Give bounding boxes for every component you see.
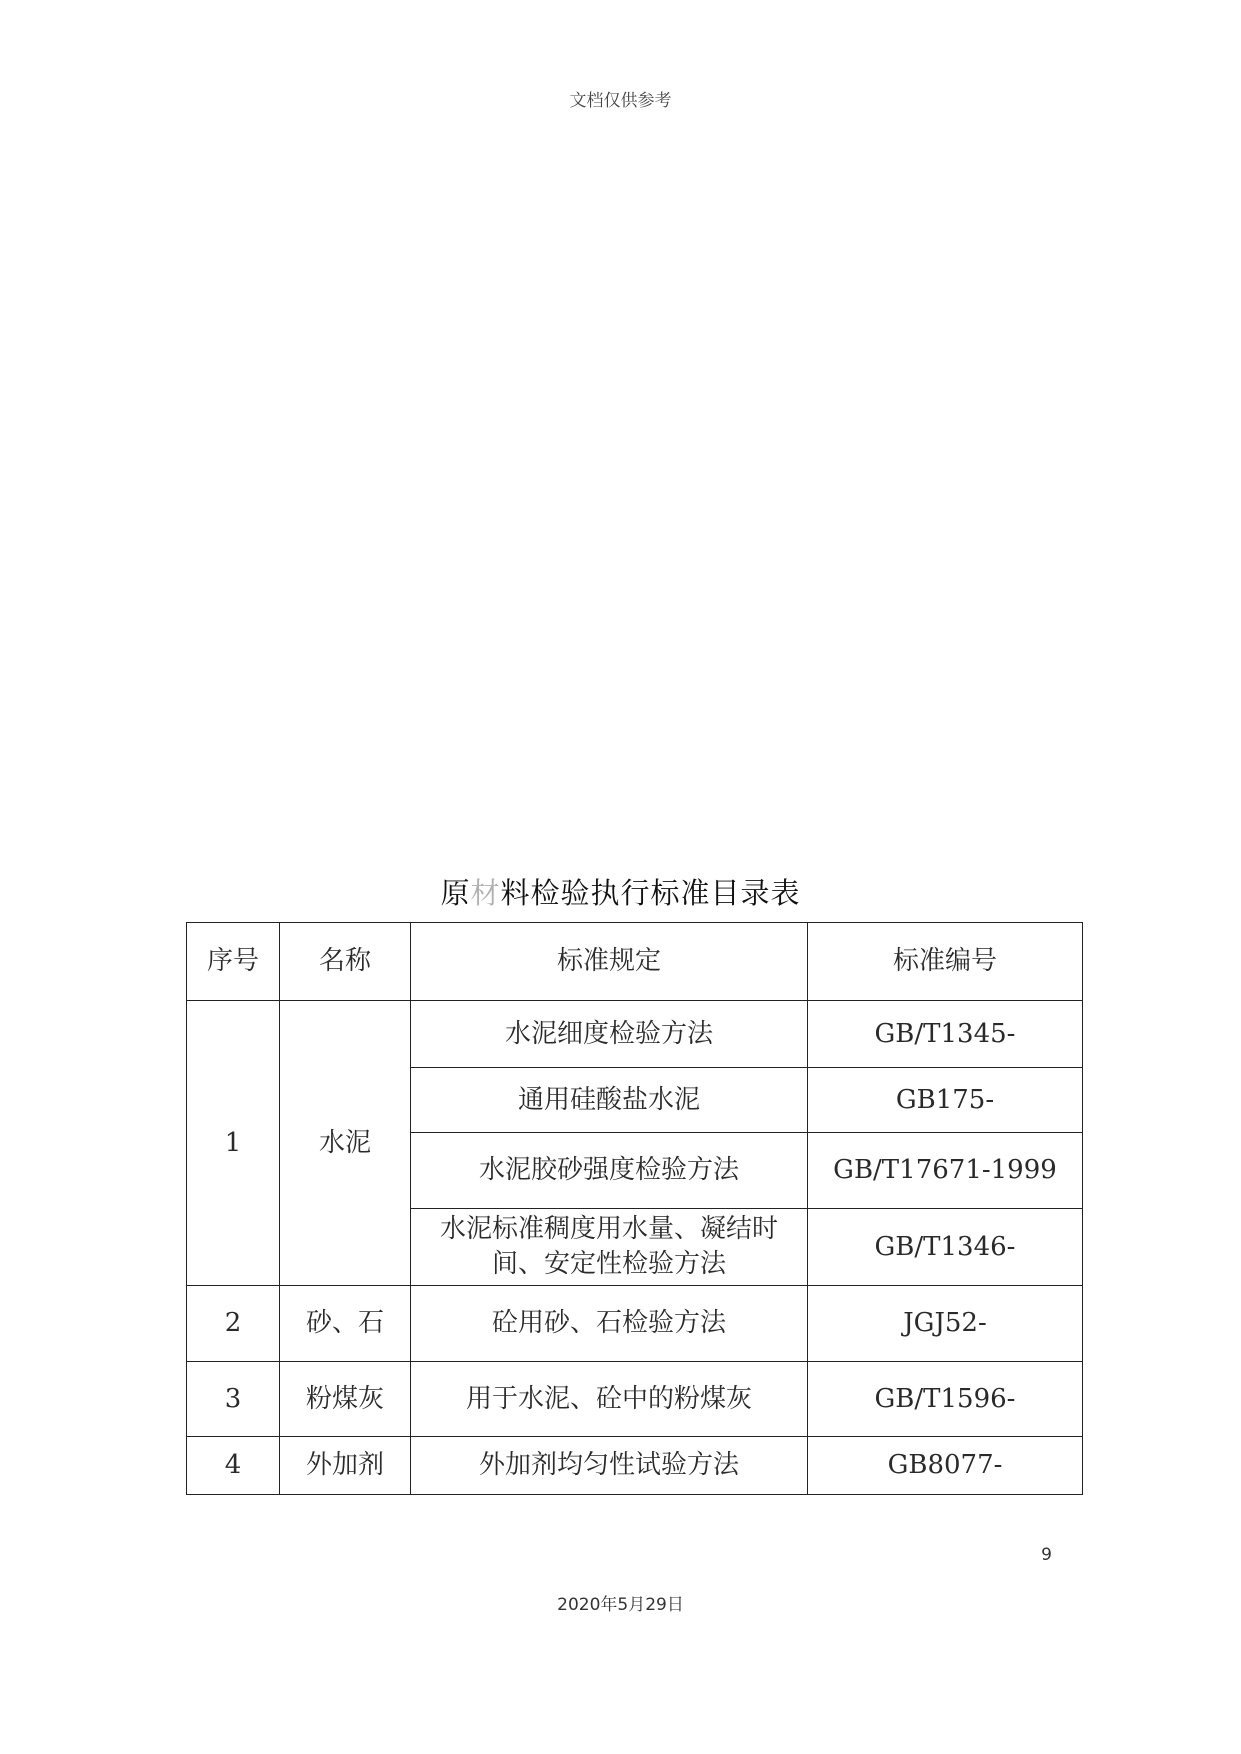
table-row: [187, 1286, 1083, 1362]
cell-standard: 水泥细度检验方法: [411, 1001, 808, 1068]
header-note: 文档仅供参考: [569, 91, 672, 111]
cell-standard: 外加剂均匀性试验方法: [411, 1437, 808, 1495]
header-name: 名称: [280, 923, 411, 1001]
table-row: [187, 1001, 1083, 1068]
cell-name: 粉煤灰: [280, 1362, 411, 1437]
cell-code: GB/T1345-: [808, 1001, 1083, 1068]
title-part-1: 原: [440, 876, 471, 910]
cell-standard: 水泥胶砂强度检验方法: [411, 1133, 808, 1209]
cell-index: 3: [187, 1362, 280, 1437]
cell-index: 4: [187, 1437, 280, 1495]
table-header-row: [187, 923, 1083, 1001]
cell-name: 外加剂: [280, 1437, 411, 1495]
table-row: [187, 1362, 1083, 1437]
title-part-3: 料检验执行标准目录表: [500, 876, 801, 910]
table-title: [0, 871, 1241, 912]
cell-standard: 用于水泥、砼中的粉煤灰: [411, 1362, 808, 1437]
header-standard: 标准规定: [411, 923, 808, 1001]
title-part-2-faded: 材: [470, 876, 501, 910]
cell-code: GB8077-: [808, 1437, 1083, 1495]
cell-code: GB/T17671-1999: [808, 1133, 1083, 1209]
standards-table: [186, 922, 1083, 1495]
cell-index: 2: [187, 1286, 280, 1362]
header-index: 序号: [187, 923, 280, 1001]
cell-index: 1: [187, 1001, 280, 1286]
page-number: 9: [1041, 1545, 1052, 1565]
cell-code: GB/T1596-: [808, 1362, 1083, 1437]
cell-code: GB175-: [808, 1068, 1083, 1133]
cell-standard: 砼用砂、石检验方法: [411, 1286, 808, 1362]
cell-code: JGJ52-: [808, 1286, 1083, 1362]
footer-date: 2020年5月29日: [557, 1595, 684, 1615]
header-code: 标准编号: [808, 923, 1083, 1001]
cell-standard: 水泥标准稠度用水量、凝结时间、安定性检验方法: [411, 1209, 808, 1286]
cell-standard: 通用硅酸盐水泥: [411, 1068, 808, 1133]
table-row: [187, 1437, 1083, 1495]
cell-code: GB/T1346-: [808, 1209, 1083, 1286]
cell-name: 水泥: [280, 1001, 411, 1286]
cell-name: 砂、石: [280, 1286, 411, 1362]
